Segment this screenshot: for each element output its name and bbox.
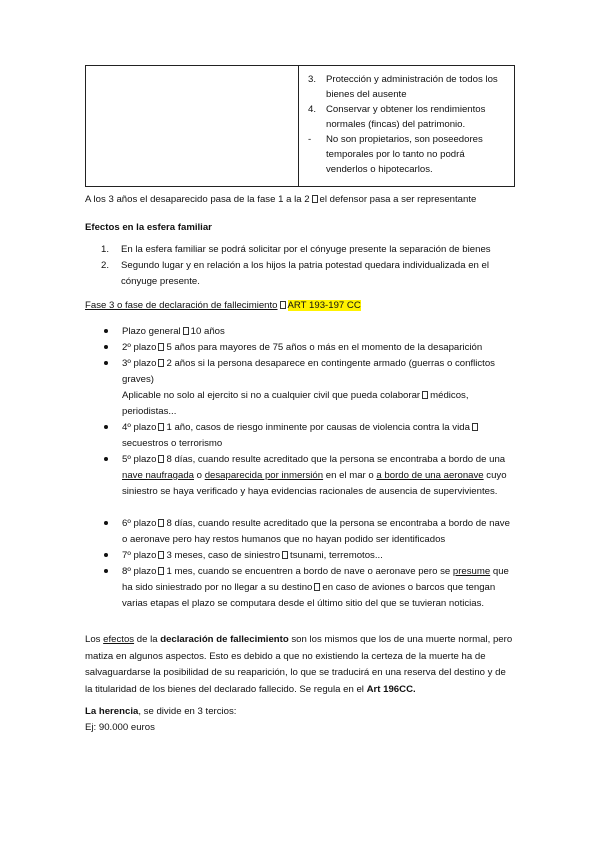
text-span: 8º plazo <box>122 566 157 577</box>
missing-glyph-icon <box>472 423 478 431</box>
item-text <box>122 564 517 612</box>
missing-glyph-icon <box>158 343 164 351</box>
example-line: Ej: 90.000 euros <box>85 722 155 733</box>
table <box>85 65 515 187</box>
bullet-icon <box>104 345 108 349</box>
item-text: No son propietarios, son poseedores temporales por lo tanto no podrá venderlos o hipotecarlos. <box>326 134 483 175</box>
bullet-icon <box>104 361 108 365</box>
item-text <box>122 388 517 420</box>
table-list-item <box>308 72 508 102</box>
table-list-item <box>308 132 508 177</box>
text-span: 3º plazo <box>122 358 157 369</box>
item-text: Protección y administración de todos los bienes del ausente <box>326 74 498 100</box>
text-span: secuestros o terrorismo <box>122 438 223 449</box>
bullet-icon <box>104 553 108 557</box>
missing-glyph-icon <box>314 583 320 591</box>
bold-text: Art 196CC. <box>366 683 416 695</box>
fase-transition-line <box>85 192 476 207</box>
text-span: son los mismos que los de una muerte normal, pero matiza en algunos aspectos. Esto es debido a que no existiendo la certeza de la muerte ha de salvaguardarse la posibilidad de su reaparición, lo que se traducirá en una reserva del destino y de la titularidad de los bienes del declarado fallecido. Se regula en el <box>85 634 513 695</box>
bold-text: La herencia <box>85 706 139 717</box>
text-span: 1 año, casos de riesgo inminente por causas de violencia contra la vida <box>166 422 470 433</box>
text-span: de la <box>134 634 161 645</box>
underlined-text: efectos <box>103 634 135 645</box>
text-span: el defensor pasa a ser representante <box>319 194 477 205</box>
item-number: 3. <box>308 74 317 85</box>
missing-glyph-icon <box>158 455 164 463</box>
text-span: , se divide en 3 tercios: <box>138 706 237 717</box>
heading-underlined: Fase 3 o fase de declaración de fallecimiento <box>85 300 278 311</box>
bullet-icon <box>104 457 108 461</box>
item-text: En la esfera familiar se podrá solicitar por el cónyuge presente la separación de bienes <box>121 244 491 255</box>
table-column-divider <box>298 66 299 186</box>
missing-glyph-icon <box>158 567 164 575</box>
item-text <box>122 452 517 500</box>
text-span: que ha sido siniestrado por no llegar a su destino <box>122 566 509 593</box>
item-number: 4. <box>308 104 317 115</box>
missing-glyph-icon <box>422 391 428 399</box>
text-span: médicos, periodistas... <box>122 390 469 417</box>
item-text <box>122 420 517 452</box>
item-text <box>122 324 517 340</box>
text-span: 5 años para mayores de 75 años o más en el momento de la desaparición <box>166 342 483 353</box>
item-number: - <box>308 134 312 145</box>
text-span: o <box>194 470 205 481</box>
text-span: cuyo siniestro se haya verificado y haya evidencias racionales de ausencia de supervivientes. <box>122 470 507 497</box>
underlined-text: desaparecida por inmersión <box>204 470 324 481</box>
text-span: tsunami, terremotos... <box>290 550 383 561</box>
missing-glyph-icon <box>183 327 189 335</box>
text-span: 2º plazo <box>122 342 157 353</box>
table-cell-right <box>308 72 508 177</box>
item-text <box>122 516 517 548</box>
missing-glyph-icon <box>158 423 164 431</box>
text-span: 1 mes, cuando se encuentren a bordo de nave o aeronave pero se <box>166 566 453 577</box>
text-span: Aplicable no solo al ejercito si no a cualquier civil que pueda colaborar <box>122 390 421 401</box>
missing-glyph-icon <box>158 519 164 527</box>
bullet-icon <box>104 569 108 573</box>
missing-glyph-icon <box>312 195 318 203</box>
text-span: A los 3 años el desaparecido pasa de la fase 1 a la 2 <box>85 194 310 205</box>
missing-glyph-icon <box>158 359 164 367</box>
text-span: 7º plazo <box>122 550 157 561</box>
article-highlight: ART 193-197 CC <box>287 300 361 311</box>
text-span: 4º plazo <box>122 422 157 433</box>
text-span: Plazo general <box>122 326 181 337</box>
text-span: en el mar o <box>323 470 377 481</box>
missing-glyph-icon <box>158 551 164 559</box>
text-span: en caso de aviones o barcos que tengan varias etapas el plazo se computara desde el último sitio del que se tuvieran noticias. <box>122 582 496 609</box>
text-span: 3 meses, caso de siniestro <box>166 550 281 561</box>
bullet-icon <box>104 329 108 333</box>
missing-glyph-icon <box>280 301 286 309</box>
table-list-item <box>308 102 508 132</box>
text-span: 5º plazo <box>122 454 157 465</box>
item-text <box>122 548 517 564</box>
underlined-text: nave naufragada <box>122 470 195 481</box>
item-text <box>122 356 517 388</box>
item-number: 2. <box>101 260 110 271</box>
text-span: 10 años <box>190 326 225 337</box>
item-text: Conservar y obtener los rendimientos normales (fincas) del patrimonio. <box>326 104 486 130</box>
fase3-heading <box>85 298 361 313</box>
item-number: 1. <box>101 244 110 255</box>
text-span: 8 días, cuando resulte acreditado que la persona se encontraba a bordo de nave o aeronave pero hay restos humanos que no hayan podido ser identificados <box>122 518 510 545</box>
missing-glyph-icon <box>282 551 288 559</box>
item-text: Segundo lugar y en relación a los hijos la patria potestad quedara individualizada en el cónyuge presente. <box>121 260 490 287</box>
text-span: 2 años si la persona desaparece en contingente armado (guerras o conflictos graves) <box>122 358 495 385</box>
efectos-paragraph <box>85 632 515 698</box>
herencia-line <box>85 704 236 719</box>
bullet-icon <box>104 521 108 525</box>
item-text <box>122 340 517 356</box>
text-span: 6º plazo <box>122 518 157 529</box>
text-span: 8 días, cuando resulte acreditado que la persona se encontraba a bordo de una <box>166 454 506 465</box>
text-span: Los <box>85 634 104 645</box>
section-heading: Efectos en la esfera familiar <box>85 222 212 233</box>
bullet-icon <box>104 425 108 429</box>
underlined-text: a bordo de una aeronave <box>376 470 484 481</box>
underlined-text: presume <box>452 566 491 577</box>
bold-text: declaración de fallecimiento <box>160 634 289 645</box>
